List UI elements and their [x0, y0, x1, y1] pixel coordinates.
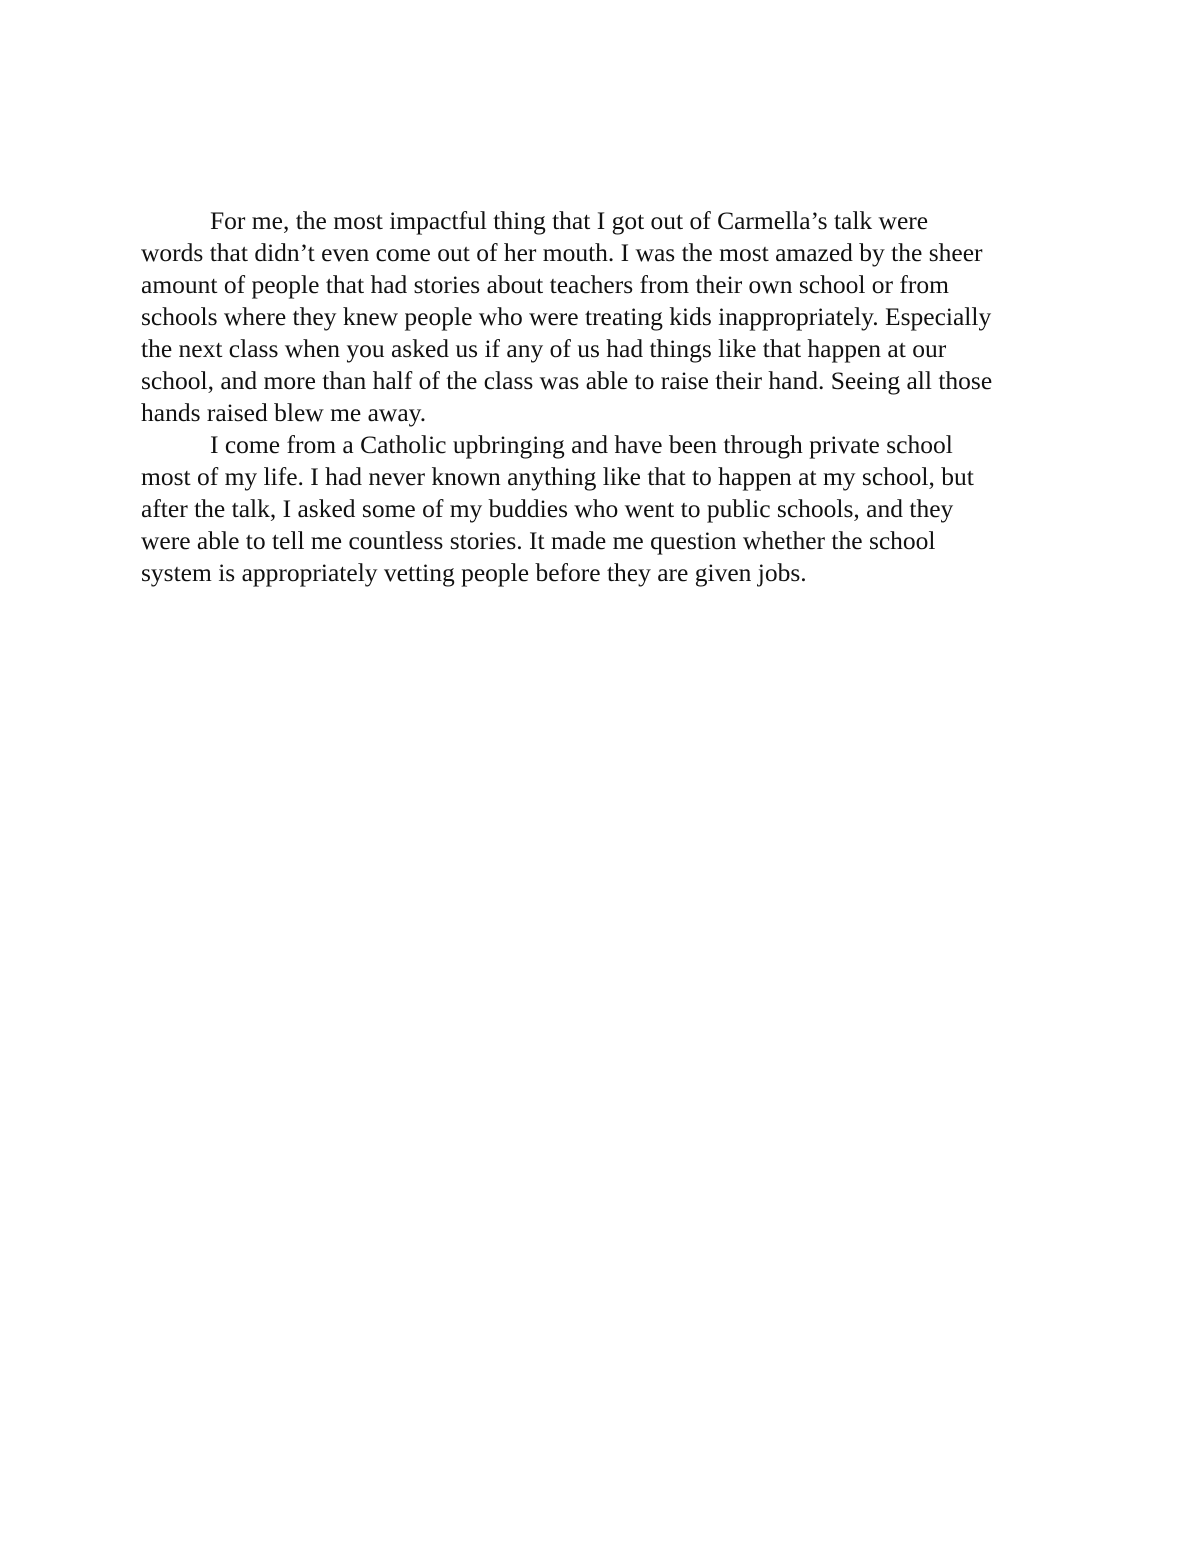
paragraph-line: hands raised blew me away.: [141, 398, 427, 427]
paragraph-1: [141, 205, 1071, 429]
document-body: [141, 205, 1071, 589]
paragraph-line: after the talk, I asked some of my buddies who went to public schools, and they: [141, 494, 954, 523]
paragraph-line: words that didn’t even come out of her mouth. I was the most amazed by the sheer: [141, 238, 983, 267]
paragraph-line: schools where they knew people who were treating kids inappropriately. Especially: [141, 302, 992, 331]
paragraph-line: For me, the most impactful thing that I got out of Carmella’s talk were: [210, 206, 929, 235]
paragraph-line: were able to tell me countless stories. It made me question whether the school: [141, 526, 936, 555]
paragraph-line: system is appropriately vetting people before they are given jobs.: [141, 558, 807, 587]
paragraph-line: I come from a Catholic upbringing and have been through private school: [210, 430, 953, 459]
paragraph-line: amount of people that had stories about teachers from their own school or from: [141, 270, 949, 299]
paragraph-line: school, and more than half of the class was able to raise their hand. Seeing all those: [141, 366, 993, 395]
paragraph-line: most of my life. I had never known anything like that to happen at my school, but: [141, 462, 974, 491]
paragraph-2: [141, 429, 1071, 589]
paragraph-line: the next class when you asked us if any of us had things like that happen at our: [141, 334, 947, 363]
